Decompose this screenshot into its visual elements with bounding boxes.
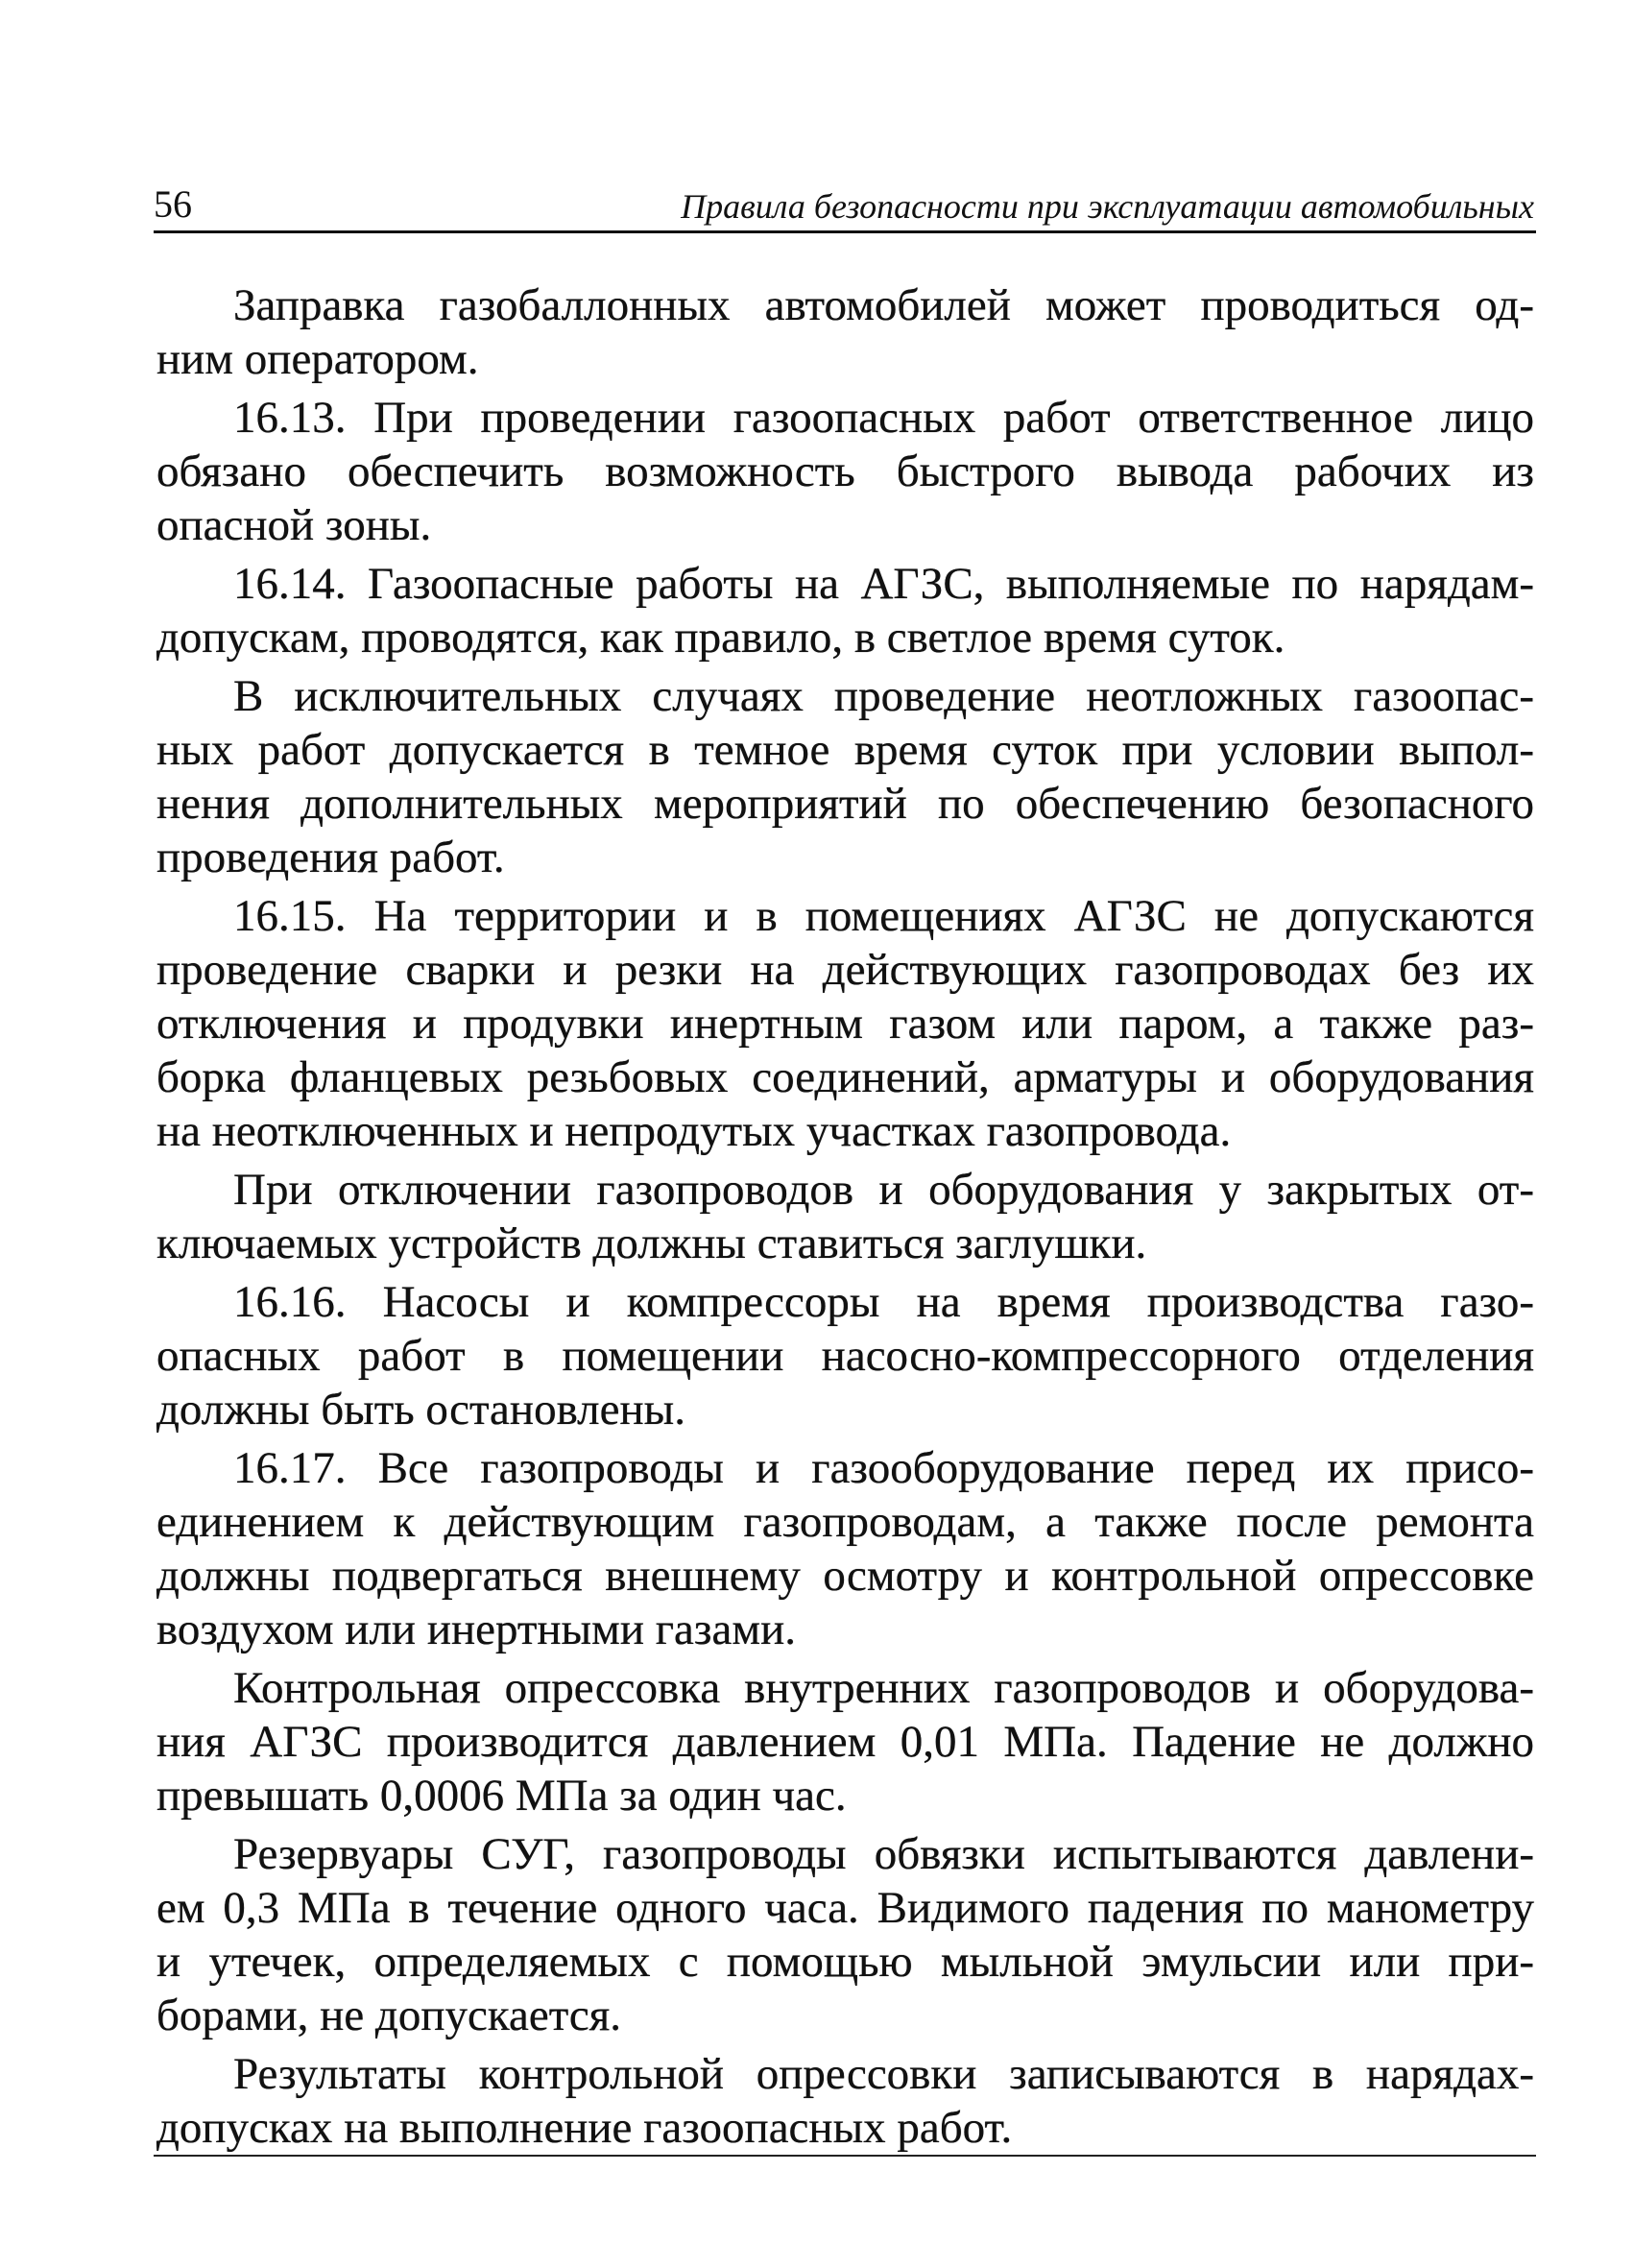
text-line: ния АГЗС производится давлением 0,01 МПа. Падение не должно (156, 1717, 1534, 1767)
text-line: ним оператором. (156, 334, 479, 384)
text-line: 16.17. Все газопроводы и газооборудование перед их присо- (233, 1443, 1534, 1493)
text-line: 16.13. При проведении газоопасных работ ответственное лицо (233, 393, 1534, 443)
text-line: нения дополнительных мероприятий по обеспечению безопасного (156, 779, 1534, 829)
text-line: 16.15. На территории и в помещениях АГЗС не допускаются (233, 891, 1534, 941)
text-line: опасной зоны. (156, 500, 432, 550)
running-title: Правила безопасности при эксплуатации автомобильных (681, 187, 1534, 226)
text-line: должны быть остановлены. (156, 1385, 685, 1435)
text-line: проведения работ. (156, 832, 505, 882)
text-line: 16.16. Насосы и компрессоры на время производства газо- (233, 1277, 1534, 1327)
text-line: ных работ допускается в темное время суток при условии выпол- (156, 725, 1534, 775)
text-line: допусках на выполнение газоопасных работ. (156, 2103, 1013, 2153)
paragraph (156, 2047, 1534, 2155)
document-body (156, 278, 1534, 2159)
text-line: опасных работ в помещении насосно-компрессорного отделения (156, 1331, 1534, 1381)
paragraph (156, 1827, 1534, 2042)
page-header (154, 179, 1534, 227)
paragraph (156, 669, 1534, 884)
text-line: обязано обеспечить возможность быстрого вывода рабочих из (156, 446, 1534, 496)
text-line: ем 0,3 МПа в течение одного часа. Видимого падения по манометру (156, 1883, 1534, 1933)
text-line: борами, не допускается. (156, 1991, 622, 2040)
paragraph (156, 1275, 1534, 1436)
page-number: 56 (154, 182, 192, 226)
text-line: Заправка газобаллонных автомобилей может проводиться од- (233, 280, 1534, 330)
text-line: Резервуары СУГ, газопроводы обвязки испытываются давлени- (233, 1829, 1534, 1879)
text-line: должны подвергаться внешнему осмотру и контрольной опрессовке (156, 1551, 1534, 1601)
paragraph (156, 391, 1534, 552)
text-line: единением к действующим газопроводам, а также после ремонта (156, 1497, 1534, 1547)
text-line: 16.14. Газоопасные работы на АГЗС, выполняемые по нарядам- (233, 559, 1534, 609)
text-line: Результаты контрольной опрессовки записываются в нарядах- (233, 2049, 1534, 2099)
text-line: Контрольная опрессовка внутренних газопроводов и оборудова- (233, 1663, 1534, 1713)
paragraph (156, 278, 1534, 386)
text-line: и утечек, определяемых с помощью мыльной эмульсии или при- (156, 1937, 1534, 1987)
paragraph (156, 889, 1534, 1158)
text-line: превышать 0,0006 МПа за один час. (156, 1771, 847, 1821)
footer-rule (154, 2155, 1536, 2157)
paragraph (156, 557, 1534, 664)
text-line: ключаемых устройств должны ставиться заглушки. (156, 1218, 1147, 1268)
header-rule (154, 230, 1536, 233)
text-line: В исключительных случаях проведение неотложных газоопас- (233, 671, 1534, 721)
paragraph (156, 1661, 1534, 1822)
paragraph (156, 1441, 1534, 1656)
paragraph (156, 1163, 1534, 1270)
text-line: отключения и продувки инертным газом или паром, а также раз- (156, 999, 1534, 1049)
text-line: воздухом или инертными газами. (156, 1604, 796, 1654)
text-line: допускам, проводятся, как правило, в светлое время суток. (156, 613, 1285, 663)
text-line: При отключении газопроводов и оборудования у закрытых от- (233, 1165, 1534, 1215)
text-line: проведение сварки и резки на действующих газопроводах без их (156, 945, 1534, 995)
text-line: борка фланцевых резьбовых соединений, арматуры и оборудования (156, 1052, 1534, 1102)
text-line: на неотключенных и непродутых участках газопровода. (156, 1106, 1232, 1156)
